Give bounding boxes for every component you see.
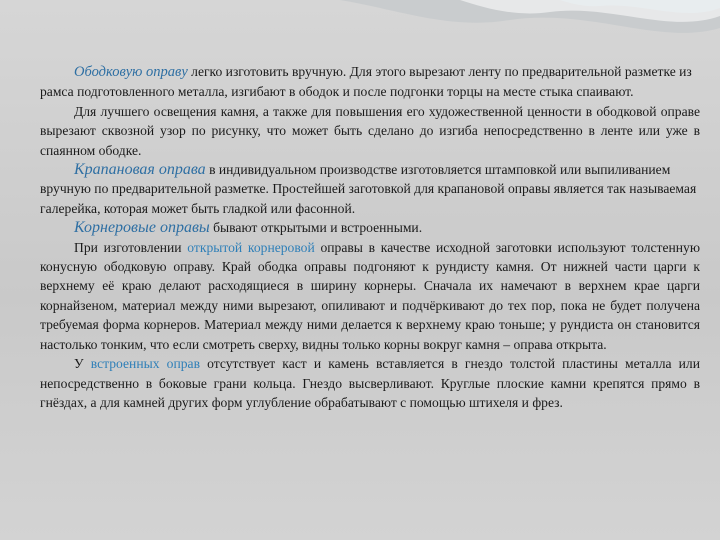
paragraph-built-in-before: У <box>74 356 91 372</box>
paragraph-open-corner <box>40 238 700 354</box>
paragraph-corner-setting <box>40 218 700 237</box>
paragraph-prong-setting-text: в индивидуальном производстве изготовляется штамповкой или выпиливанием вручную по предварительной разметке. Простейшей заготовкой для крапановой оправы является так называемая галерейка, которая может быть гладкой или фасонной. <box>40 162 697 216</box>
paragraph-openwork: Для лучшего освещения камня, а также для повышения его художественной ценности в ободковой оправе вырезают сквозной узор по рисунку, что может быть сделано до изгиба непосредственно в ленте или уже в спаянном ободке. <box>40 103 700 158</box>
highlight-open-corner: открытой корнеровой <box>187 239 315 255</box>
highlight-built-in: встроенных оправ <box>90 356 201 372</box>
paragraph-corner-setting-text: бывают открытыми и встроенными. <box>209 220 423 236</box>
term-corner-setting: Корнеровые оправы <box>74 219 210 237</box>
article-body <box>40 62 700 412</box>
term-rim-setting: Ободковую оправу <box>74 64 188 80</box>
paragraph-rim-setting <box>40 62 700 102</box>
paragraph-rim-setting-text: легко изготовить вручную. Для этого вырезают ленту по предварительной разметке из рамса подготовленного металла, изгибают в ободок и после подгонки торцы на месте стыка спаивают. <box>40 64 692 100</box>
decorative-waves <box>340 0 720 70</box>
paragraph-open-corner-after: оправы в качестве исходной заготовки используют толстенную конусную ободковую оправу. Край ободка оправы подгоняют к рундисту камня. От нижней части царги к верхнему её краю делают расходящиеся в ширину корнеры. Сначала их намечают в верхнем крае царги корнайзеном, материал между ними вырезают, опиливают и подчёркивают до тех пор, пока не будет получена требуемая форма корнеров. Материал между ними делается к верхнему краю тоньше; у рундиста он становится настолько тонким, что если смотреть сверху, видны только корны вокруг камня – оправа открыта. <box>40 239 700 352</box>
paragraph-built-in <box>40 354 700 412</box>
paragraph-built-in-after: отсутствует каст и камень вставляется в гнездо толстой пластины металла или непосредственно в боковые грани кольца. Гнездо высверливают. Круглые плоские камни крепятся прямо в гнёздах, а для камней других форм углубление обрабатывают с помощью штихеля и фрез. <box>40 356 700 410</box>
paragraph-prong-setting <box>40 160 700 218</box>
paragraph-open-corner-before: При изготовлении <box>74 239 188 255</box>
term-prong-setting: Крапановая оправа <box>74 161 206 179</box>
